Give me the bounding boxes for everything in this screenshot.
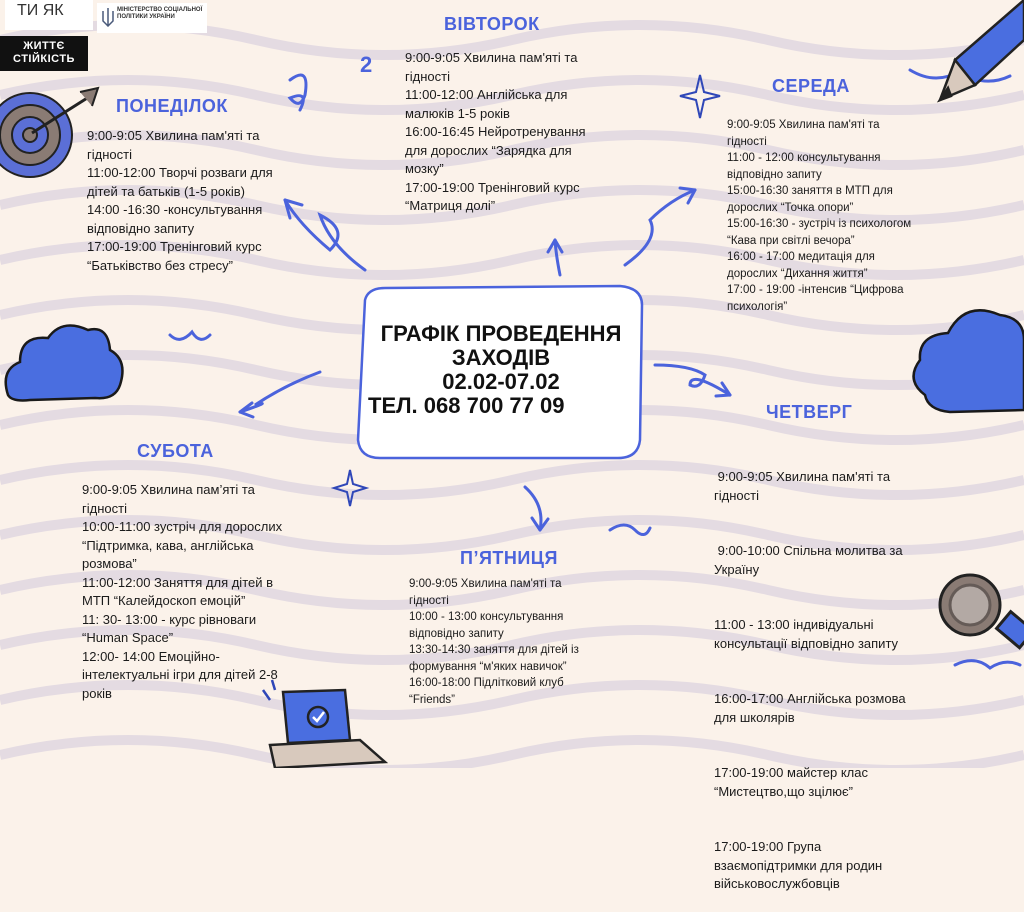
- schedule-item: 17:00-19:00 майстер клас “Мистецтво,що зцілює”: [714, 765, 872, 799]
- title-line-1: ГРАФІК ПРОВЕДЕННЯ: [380, 321, 622, 346]
- decor-number: 2: [360, 52, 373, 77]
- schedule-item: 10:00-11:00 зустріч для дорослих “Підтримка, кава, англійська розмова”: [82, 519, 283, 571]
- schedule-item: 9:00-9:05 Хвилина пам'яті та гідності: [714, 469, 894, 503]
- tiyak-logo: [5, 0, 93, 30]
- schedule-item: 10:00 - 13:00 консультування відповідно запиту: [409, 611, 564, 640]
- schedule-item: 16:00-18:00 Підлітковий клуб “Friends”: [409, 677, 564, 706]
- schedule-item: 16:00 - 17:00 медитація для дорослих “Дихання життя”: [727, 251, 875, 280]
- saturday-heading: СУБОТА: [137, 441, 214, 461]
- schedule-item: 12:00- 14:00 Емоційно-інтелектуальні ігри для дітей 2-8 років: [82, 648, 278, 701]
- schedule-item: 17:00-19:00 Тренінговий курс “Батьківство без стресу”: [87, 239, 262, 273]
- arrow-to-friday: [525, 487, 541, 530]
- schedule-item: 16:00-16:45 Нейротренування для дорослих “Зарядка для мозку”: [405, 124, 586, 176]
- schedule-item: 9:00-10:00 Спільна молитва за Україну: [714, 543, 907, 577]
- schedule-title-block: [362, 322, 640, 418]
- schedule-item: 9:00-9:05 Хвилина пам'яті та гідності: [87, 128, 260, 162]
- schedule-item: 11: 30- 13:00 - курс рівноваги “Human Space”: [82, 611, 257, 645]
- ministry-logo: [97, 3, 207, 33]
- schedule-item: 15:00-16:30 заняття в МТП для дорослих “Точка опори”: [727, 185, 893, 214]
- magnifier-icon: [940, 575, 1024, 648]
- ministry-logo-text: МІНІСТЕРСТВО СОЦІАЛЬНОЇ ПОЛІТИКИ УКРАЇНИ: [117, 7, 203, 20]
- thursday-heading: ЧЕТВЕРГ: [766, 402, 853, 422]
- schedule-item: 9:00-9:05 Хвилина пам'яті та гідності: [409, 578, 562, 607]
- schedule-item: 11:00-12:00 Англійська для малюків 1-5 років: [405, 87, 568, 121]
- schedule-item: 9:00-9:05 Хвилина пам'яті та гідності: [727, 119, 880, 148]
- arrow-to-thursday: [655, 365, 730, 395]
- trident-icon: [102, 7, 114, 27]
- schedule-item: 11:00-12:00 Заняття для дітей в МТП “Калейдоскоп емоцій”: [82, 574, 274, 608]
- contact-phone: ТЕЛ. 068 700 77 09: [368, 393, 565, 418]
- wednesday-schedule: [727, 117, 912, 315]
- schedule-item: 9:00-9:05 Хвилина пам’яті та гідності: [82, 482, 255, 516]
- schedule-item: 11:00-12:00 Творчі розваги для дітей та батьків (1-5 років): [87, 165, 273, 199]
- monday-heading: ПОНЕДІЛОК: [116, 96, 228, 116]
- schedule-item: 14:00 -16:30 -консультування відповідно запиту: [87, 202, 263, 236]
- squiggle: [610, 525, 650, 535]
- schedule-item: 11:00 - 12:00 консультування відповідно запиту: [727, 152, 881, 181]
- schedule-item: 15:00-16:30 - зустріч із психологом “Кава при світлі вечора”: [727, 218, 912, 247]
- schedule-item: 17:00 - 19:00 -інтенсив “Цифрова психологія”: [727, 284, 904, 313]
- zhyttie-logo-line2: СТІЙКІСТЬ: [13, 53, 75, 65]
- schedule-item: 11:00 - 13:00 індивідуальні консультації відповідно запиту: [714, 617, 899, 651]
- thursday-schedule: [714, 431, 914, 912]
- title-line-2: ЗАХОДІВ: [451, 345, 551, 370]
- friday-schedule: [409, 576, 589, 708]
- tuesday-schedule: [405, 49, 590, 216]
- friday-heading: П’ЯТНИЦЯ: [460, 548, 558, 568]
- saturday-schedule: [82, 481, 294, 703]
- title-dates: 02.02-07.02: [442, 369, 560, 394]
- zhyttie-logo-line1: ЖИТТЄ: [23, 40, 65, 52]
- monday-schedule: [87, 127, 277, 275]
- schedule-item: 13:30-14:30 заняття для дітей із формування “м'яких навичок”: [409, 644, 579, 673]
- squiggle: [955, 661, 1020, 668]
- schedule-item: 16:00-17:00 Англійська розмова для школярів: [714, 691, 910, 725]
- tuesday-heading: ВІВТОРОК: [444, 14, 540, 34]
- schedule-item: 17:00-19:00 Тренінговий курс “Матриця долі”: [405, 179, 580, 213]
- arrow-to-wednesday: [625, 190, 695, 265]
- schedule-item: 9:00-9:05 Хвилина пам'яті та гідності: [405, 50, 578, 84]
- tiyak-logo-text: ТИ ЯК: [17, 2, 64, 19]
- squiggle: [170, 332, 210, 339]
- zhyttie-stiikist-logo: [0, 36, 88, 71]
- wednesday-heading: СЕРЕДА: [772, 76, 850, 96]
- schedule-item: 17:00-19:00 Група взаємопідтримки для родин військовослужбовців: [714, 839, 886, 891]
- cloud-left: [6, 326, 123, 401]
